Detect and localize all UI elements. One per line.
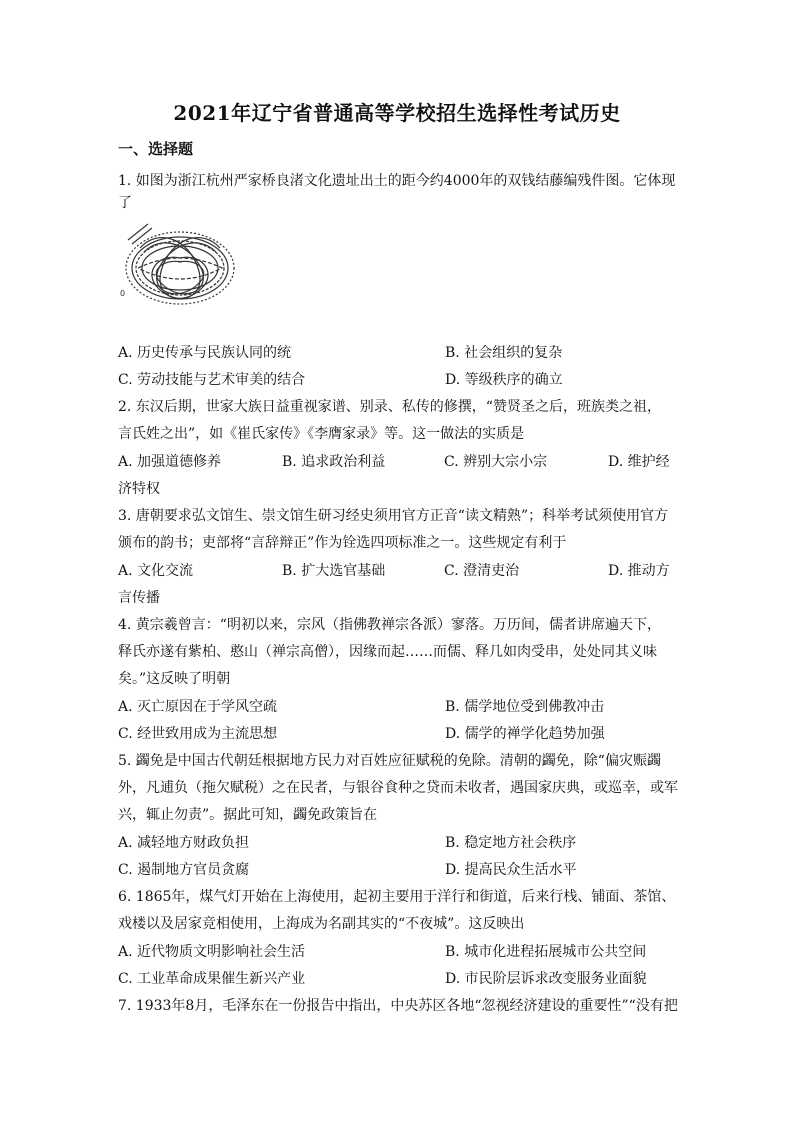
q5-option-c[interactable]: C. 遏制地方官员贪腐 (118, 862, 250, 878)
q6-stem-line2: 戏楼以及居家竞相使用，上海成为名副其实的“不夜城”。这反映出 (118, 916, 525, 932)
q6-stem-line1: 6. 1865年，煤气灯开始在上海使用，起初主要用于洋行和街道，后来行栈、铺面、茶馆、 (118, 889, 676, 905)
q3-option-b[interactable]: B. 扩大选官基础 (282, 563, 386, 579)
q1-option-b[interactable]: B. 社会组织的复杂 (445, 345, 563, 361)
q1-option-c[interactable]: C. 劳动技能与艺术审美的结合 (118, 372, 306, 388)
q2-stem-line2: 言氏姓之出”，如《崔氏家传》《李膺家录》等。这一做法的实质是 (118, 426, 525, 442)
q5-option-a[interactable]: A. 减轻地方财政负担 (118, 835, 250, 851)
q4-option-b[interactable]: B. 儒学地位受到佛教冲击 (445, 699, 605, 715)
q2-option-a[interactable]: A. 加强道德修养 (118, 454, 222, 470)
q5-stem-line3: 兴，辄止勿责”。据此可知，蠲免政策旨在 (118, 807, 378, 823)
q3-option-c[interactable]: C. 澄清吏治 (444, 563, 520, 579)
q3-option-a[interactable]: A. 文化交流 (118, 563, 194, 579)
q5-stem-line1: 5. 蠲免是中国古代朝廷根据地方民力对百姓应征赋税的免除。清朝的蠲免，除“偏灾赈蠲 (118, 753, 661, 769)
q5-stem-line2: 外，凡逋负（拖欠赋税）之在民者，与银谷食种之贷而未收者，遇国家庆典，或巡幸，或军 (118, 780, 678, 796)
q4-option-a[interactable]: A. 灭亡原因在于学风空疏 (118, 699, 278, 715)
q3-option-d-continued: 言传播 (118, 590, 160, 606)
q1-option-d[interactable]: D. 等级秩序的确立 (445, 372, 563, 388)
q4-option-d[interactable]: D. 儒学的禅学化趋势加强 (445, 726, 605, 742)
q2-option-c[interactable]: C. 辨别大宗小宗 (444, 454, 548, 470)
q2-stem-line1: 2. 东汉后期，世家大族日益重视家谱、别录、私传的修撰，“赞贤圣之后，班族类之祖， (118, 399, 661, 415)
q7-stem-line1: 7. 1933年8月，毛泽东在一份报告中指出，中央苏区各地“忽视经济建设的重要性”“没有把 (118, 998, 678, 1014)
q3-stem-line2: 颁布的韵书；吏部将“言辞辩正”作为铨选四项标准之一。这些规定有利于 (118, 535, 567, 551)
q1-stem-line2: 了 (118, 195, 132, 211)
double-coin-knot-figure (118, 218, 240, 318)
q1-stem-line1: 1. 如图为浙江杭州严家桥良渚文化遗址出土的距今约4000年的双钱结藤编残件图。它体现 (118, 173, 676, 189)
q1-option-a[interactable]: A. 历史传承与民族认同的统 (118, 345, 292, 361)
page-title: 2021年辽宁省普通高等学校招生选择性考试历史 (173, 101, 621, 125)
q5-option-d[interactable]: D. 提高民众生活水平 (445, 862, 577, 878)
q6-option-c[interactable]: C. 工业革命成果催生新兴产业 (118, 971, 306, 987)
q3-option-d[interactable]: D. 推动方 (608, 563, 670, 579)
q2-option-d-continued: 济特权 (118, 481, 160, 497)
q4-option-c[interactable]: C. 经世致用成为主流思想 (118, 726, 278, 742)
section-heading: 一、选择题 (118, 140, 194, 158)
svg-text:0: 0 (120, 289, 126, 298)
q4-stem-line1: 4. 黄宗羲曾言：“明初以来，宗风（指佛教禅宗各派）寥落。万历间，儒者讲席遍天下， (118, 617, 661, 633)
q6-option-a[interactable]: A. 近代物质文明影响社会生活 (118, 944, 306, 960)
q6-option-d[interactable]: D. 市民阶层诉求改变服务业面貌 (445, 971, 647, 987)
q2-option-b[interactable]: B. 追求政治利益 (282, 454, 386, 470)
q4-stem-line3: 矣。”这反映了明朝 (118, 671, 231, 687)
q5-option-b[interactable]: B. 稳定地方社会秩序 (445, 835, 577, 851)
q3-stem-line1: 3. 唐朝要求弘文馆生、崇文馆生研习经史须用官方正音“读文精熟”；科举考试须使用官方 (118, 508, 669, 524)
q4-stem-line2: 释氏亦遂有紫柏、憨山（禅宗高僧），因缘而起……而儒、释几如肉受串，处处同其义味 (118, 644, 657, 660)
q2-option-d[interactable]: D. 维护经 (608, 454, 670, 470)
q6-option-b[interactable]: B. 城市化进程拓展城市公共空间 (445, 944, 647, 960)
